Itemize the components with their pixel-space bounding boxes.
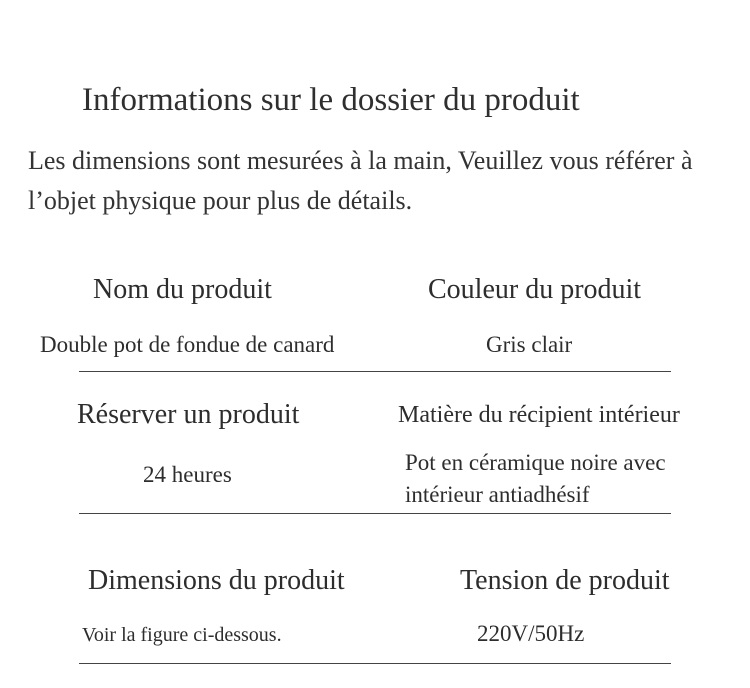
product-voltage-label: Tension de produit <box>460 565 670 596</box>
reserve-product-value: 24 heures <box>143 462 232 487</box>
reserve-product-label: Réserver un produit <box>77 399 300 430</box>
product-name-label: Nom du produit <box>93 274 272 305</box>
product-dimensions-label: Dimensions du produit <box>88 565 345 596</box>
row-divider <box>79 513 671 514</box>
inner-material-label: Matière du récipient intérieur <box>398 402 680 428</box>
product-dimensions-value: Voir la figure ci-dessous. <box>82 624 282 646</box>
intro-text: Les dimensions sont mesurées à la main, Veuillez vous référer à l’objet physique pour plus de détails. <box>28 146 693 215</box>
inner-material-value: Pot en céramique noire avec intérieur antiadhésif <box>405 450 666 507</box>
product-color-label: Couleur du produit <box>428 274 642 305</box>
product-color-value: Gris clair <box>486 332 573 357</box>
row-divider <box>79 371 671 372</box>
page-title: Informations sur le dossier du produit <box>82 82 580 118</box>
row-divider <box>79 663 671 664</box>
product-name-value: Double pot de fondue de canard <box>40 332 335 357</box>
product-voltage-value: 220V/50Hz <box>477 621 585 646</box>
